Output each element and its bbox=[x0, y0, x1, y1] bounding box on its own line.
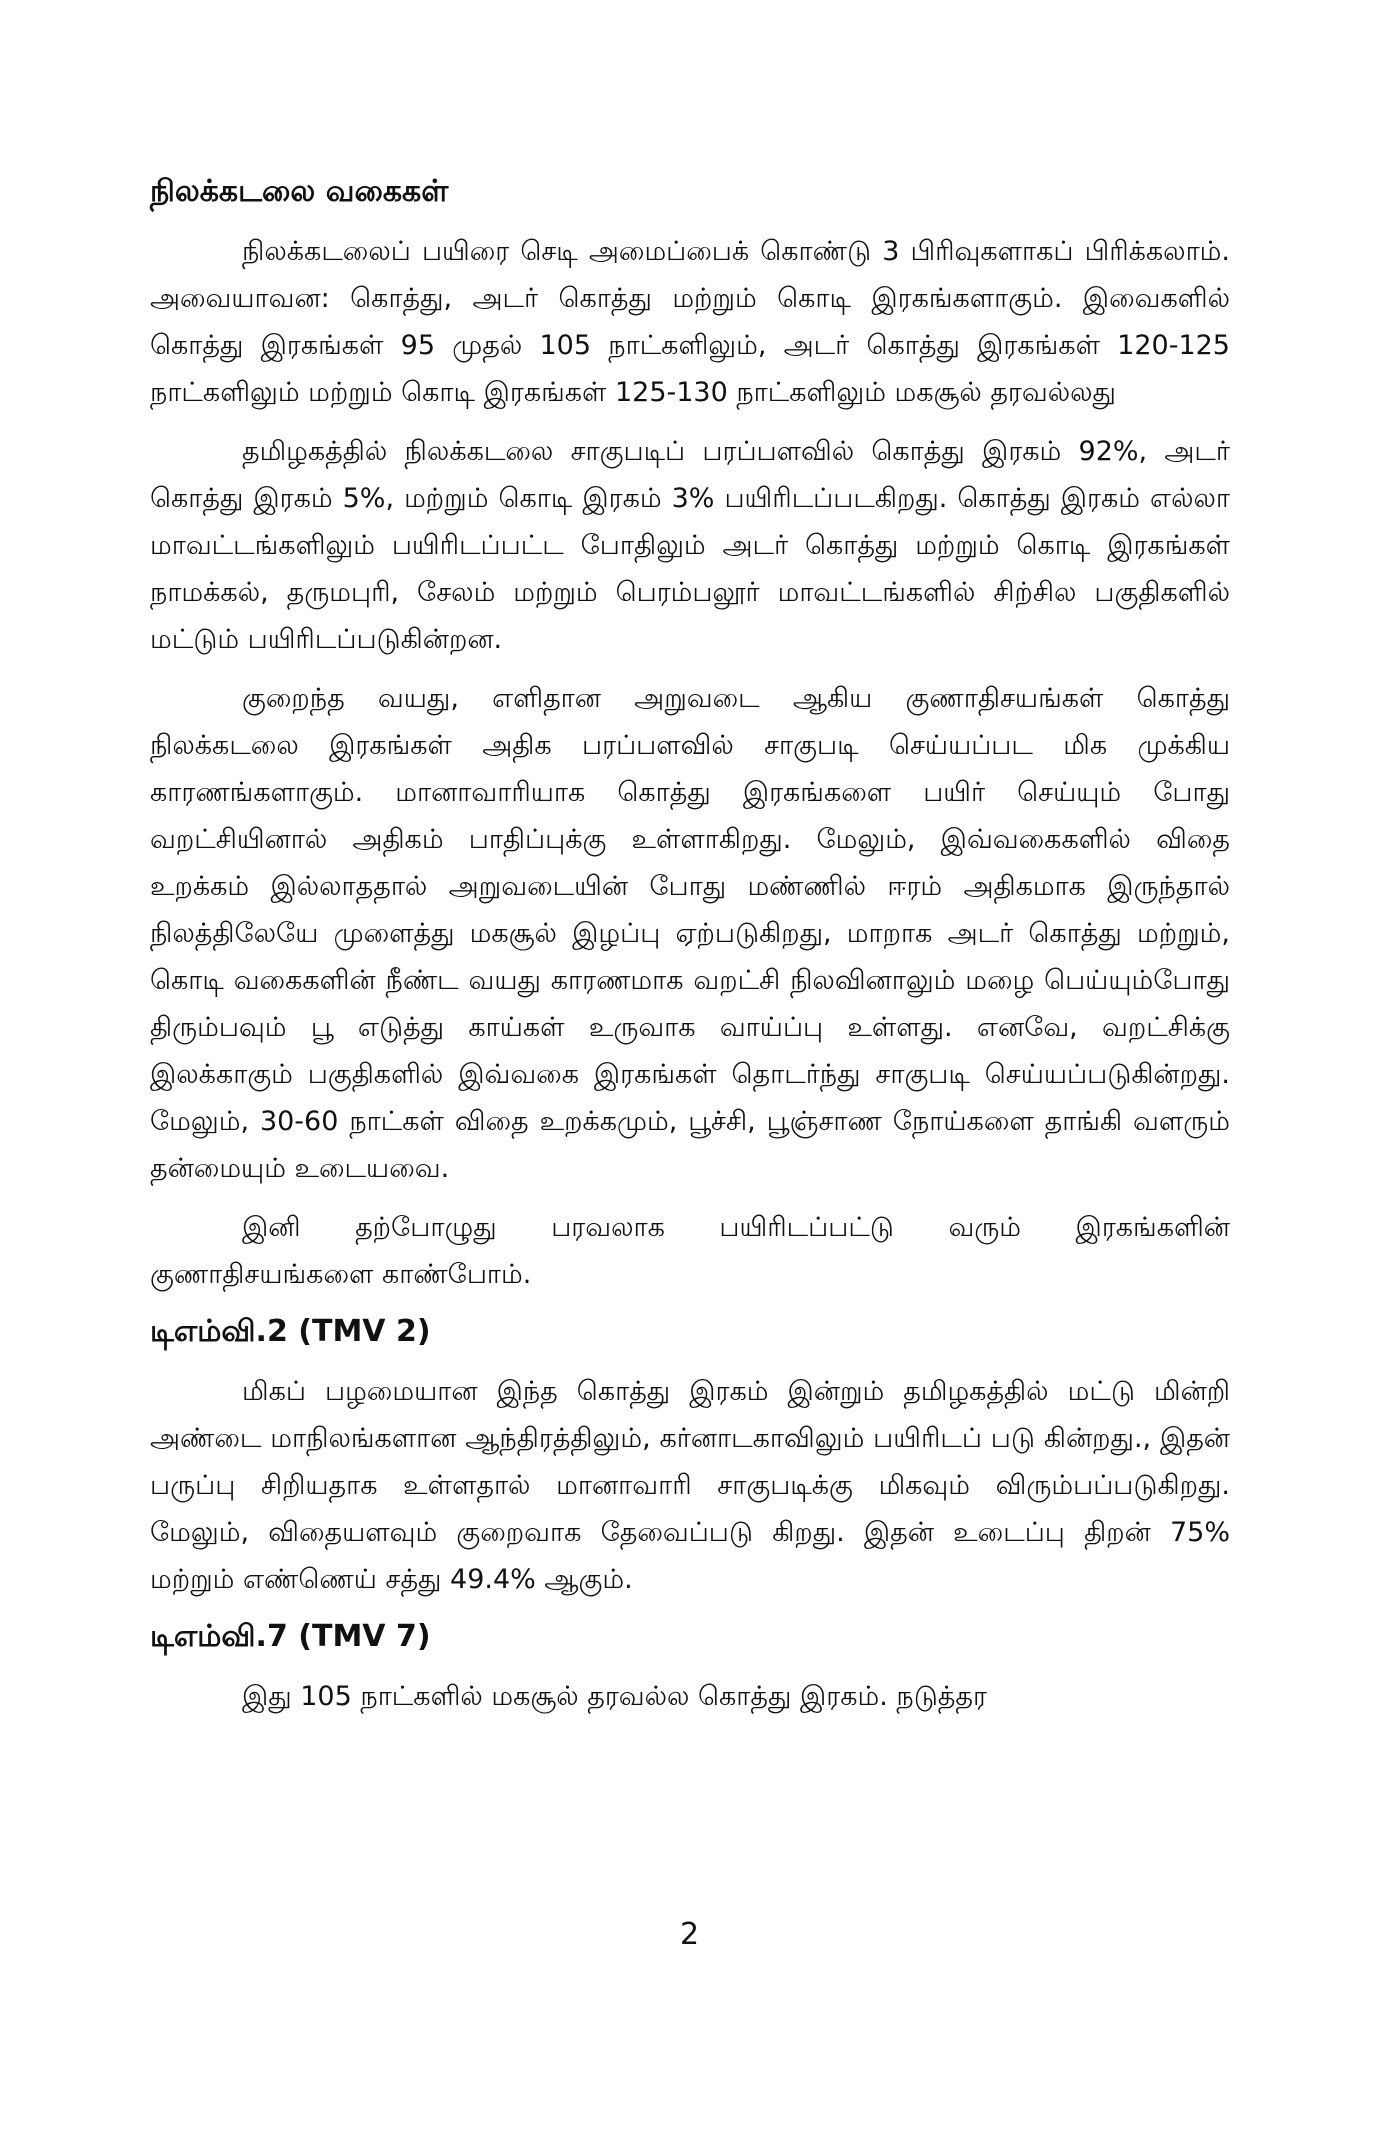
paragraph-intro-varieties: இனி தற்போழுது பரவலாக பயிரிடப்பட்டு வரும் இரகங்களின் குணாதிசயங்களை காண்போம். bbox=[150, 1212, 1230, 1290]
paragraph-plant-types: நிலக்கடலைப் பயிரை செடி அமைப்பைக் கொண்டு 3 பிரிவுகளாகப் பிரிக்கலாம். அவையாவன: கொத்து, அடர் கொத்து மற்றும் கொடி இரகங்களாகும். இவைகளில் கொத்து இரகங்கள் 95 முதல் 105 நாட்களிலும், அடர் கொத்து இரகங்கள் 120-125 நாட்களிலும் மற்றும் கொடி இரகங்கள் 125-130 நாட்களிலும் மகசூல் தரவல்லது bbox=[150, 236, 1230, 408]
paragraph-characteristics: குறைந்த வயது, எளிதான அறுவடை ஆகிய குணாதிசயங்கள் கொத்து நிலக்கடலை இரகங்கள் அதிக பரப்பளவில் சாகுபடி செய்யப்பட மிக முக்கிய காரணங்களாகும். மானாவாரியாக கொத்து இரகங்களை பயிர் செய்யும் போது வறட்சியினால் அதிகம் பாதிப்புக்கு உள்ளாகிறது. மேலும், இவ்வகைகளில் விதை உறக்கம் இல்லாததால் அறுவடையின் போது மண்ணில் ஈரம் அதிகமாக இருந்தால் நிலத்திலேயே முளைத்து மகசூல் இழப்பு ஏற்படுகிறது, மாறாக அடர் கொத்து மற்றும், கொடி வகைகளின் நீண்ட வயது காரணமாக வறட்சி நிலவினாலும் மழை பெய்யும்போது திரும்பவும் பூ எடுத்து காய்கள் உருவாக வாய்ப்பு உள்ளது. எனவே, வறட்சிக்கு இலக்காகும் பகுதிகளில் இவ்வகை இரகங்கள் தொடர்ந்து சாகுபடி செய்யப்படுகின்றது. மேலும், 30-60 நாட்கள் விதை உறக்கமும், பூச்சி, பூஞ்சாண நோய்களை தாங்கி வளரும் தன்மையும் உடையவை. bbox=[150, 683, 1230, 1184]
page-number: 2 bbox=[679, 1917, 700, 1952]
heading-tmv2: டிஎம்வி.2 (TMV 2) bbox=[150, 1314, 431, 1349]
paragraph-tmv2: மிகப் பழமையான இந்த கொத்து இரகம் இன்றும் தமிழகத்தில் மட்டு மின்றி அண்டை மாநிலங்களான ஆந்திரத்திலும், கர்னாடகாவிலும் பயிரிடப் படு கின்றது., இதன் பருப்பு சிறியதாக உள்ளதால் மானாவாரி சாகுபடிக்கு மிகவும் விரும்பப்படுகிறது. மேலும், விதையளவும் குறைவாக தேவைப்படு கிறது. இதன் உடைப்பு திறன் 75% மற்றும் எண்ணெய் சத்து 49.4% ஆகும். bbox=[150, 1376, 1230, 1595]
heading-tmv7: டிஎம்வி.7 (TMV 7) bbox=[150, 1619, 431, 1654]
document-body bbox=[150, 170, 1230, 1732]
paragraph-area-share: தமிழகத்தில் நிலக்கடலை சாகுபடிப் பரப்பளவில் கொத்து இரகம் 92%, அடர் கொத்து இரகம் 5%, மற்றும் கொடி இரகம் 3% பயிரிடப்படகிறது. கொத்து இரகம் எல்லா மாவட்டங்களிலும் பயிரிடப்பட்ட போதிலும் அடர் கொத்து மற்றும் கொடி இரகங்கள் நாமக்கல், தருமபுரி, சேலம் மற்றும் பெரம்பலூர் மாவட்டங்களில் சிற்சில பகுதிகளில் மட்டும் பயிரிடப்படுகின்றன. bbox=[150, 436, 1230, 655]
section-title: நிலக்கடலை வகைகள் bbox=[150, 174, 449, 209]
paragraph-tmv7: இது 105 நாட்களில் மகசூல் தரவல்ல கொத்து இரகம். நடுத்தர bbox=[242, 1681, 987, 1712]
